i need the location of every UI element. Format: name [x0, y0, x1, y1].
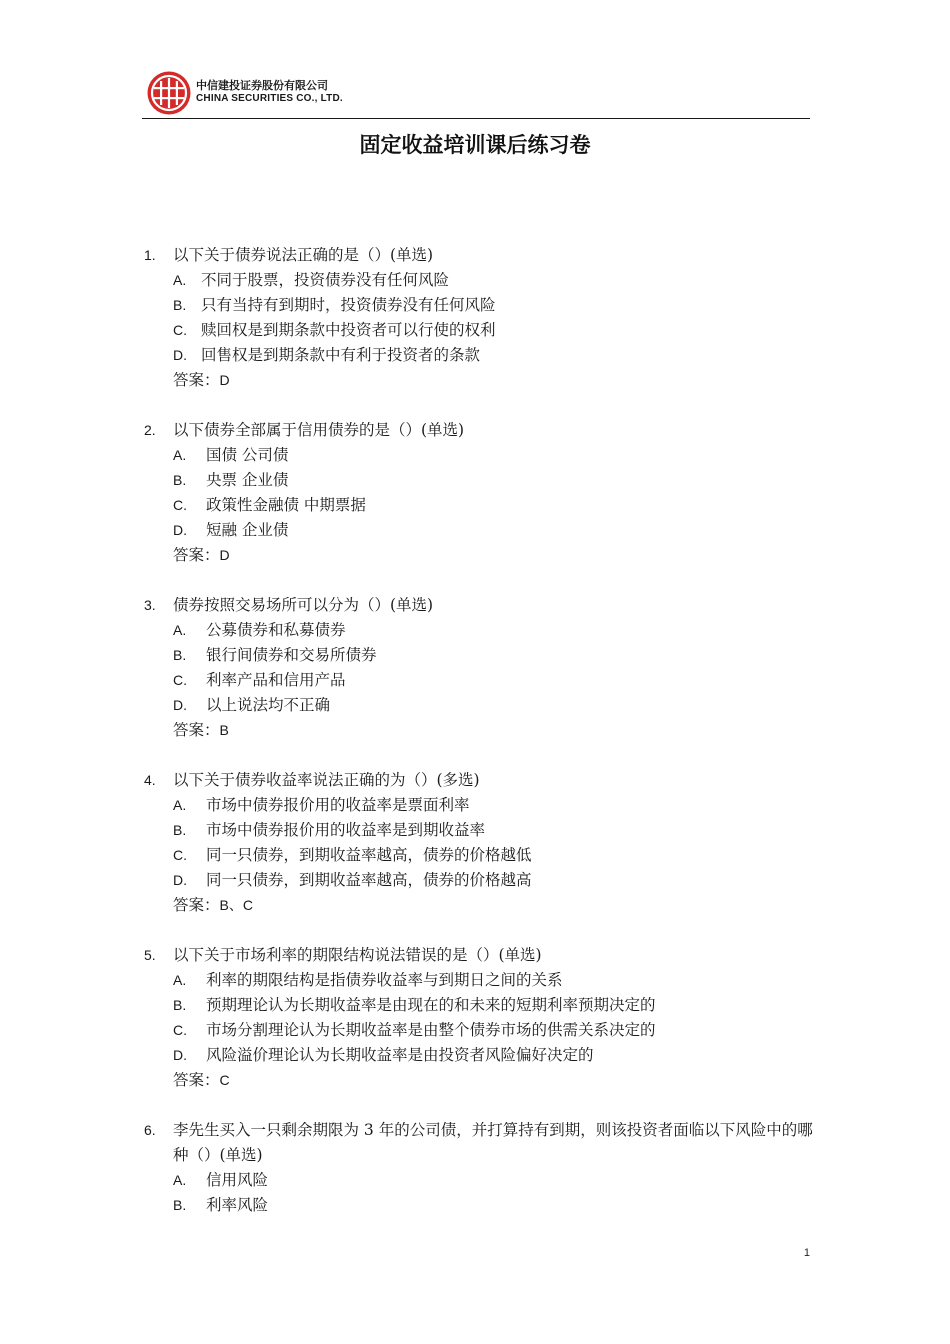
question-number: 3.	[144, 597, 156, 613]
option-letter: B.	[173, 1197, 187, 1213]
question-number: 6.	[144, 1122, 156, 1138]
question-text: 债券按照交易场所可以分为（）(单选)	[173, 596, 434, 614]
option-c	[144, 493, 810, 518]
company-name-en: CHINA SECURITIES CO., LTD.	[196, 93, 343, 104]
option-letter: A.	[173, 272, 187, 288]
question-stem	[144, 768, 810, 793]
answer-label: 答案：	[173, 721, 220, 739]
option-text: 市场分割理论认为长期收益率是由整个债券市场的供需关系决定的	[206, 1021, 656, 1039]
option-d	[144, 518, 810, 543]
option-letter: C.	[173, 847, 187, 863]
option-letter: C.	[173, 672, 187, 688]
company-name	[196, 79, 343, 105]
question-stem	[144, 1118, 813, 1168]
header-divider	[142, 118, 810, 119]
answer-value: D	[219, 372, 230, 388]
option-letter: D.	[173, 522, 187, 538]
option-text: 不同于股票，投资债券没有任何风险	[201, 271, 450, 289]
question-stem	[144, 593, 810, 618]
answer	[173, 893, 253, 918]
option-text: 利率产品和信用产品	[206, 671, 346, 689]
option-a	[144, 793, 810, 818]
question-number: 4.	[144, 772, 156, 788]
question-3	[144, 593, 810, 743]
answer	[173, 543, 230, 568]
answer-label: 答案：	[173, 1071, 220, 1089]
option-b	[144, 818, 810, 843]
option-text: 预期理论认为长期收益率是由现在的和未来的短期利率预期决定的	[206, 996, 656, 1014]
page-header	[146, 70, 810, 118]
answer-label: 答案：	[173, 546, 220, 564]
option-text: 风险溢价理论认为长期收益率是由投资者风险偏好决定的	[206, 1046, 594, 1064]
option-text: 市场中债券报价用的收益率是票面利率	[206, 796, 470, 814]
option-text: 只有当持有到期时，投资债券没有任何风险	[201, 296, 496, 314]
option-b	[144, 1193, 810, 1218]
question-5	[144, 943, 810, 1093]
option-letter: C.	[173, 497, 187, 513]
question-text: 李先生买入一只剩余期限为 3 年的公司债，并打算持有到期，则该投资者面临以下风险中的哪种（）(单选)	[173, 1121, 813, 1164]
option-a	[144, 443, 810, 468]
option-text: 政策性金融债 中期票据	[206, 496, 366, 514]
option-letter: B.	[173, 822, 187, 838]
option-d	[144, 343, 810, 368]
option-text: 公募债券和私募债券	[206, 621, 346, 639]
option-letter: B.	[173, 997, 187, 1013]
answer-label: 答案：	[173, 371, 220, 389]
option-b	[144, 993, 810, 1018]
option-d	[144, 693, 810, 718]
option-letter: D.	[173, 347, 187, 363]
question-text: 以下关于债券收益率说法正确的为（）(多选)	[173, 771, 480, 789]
option-letter: B.	[173, 297, 187, 313]
question-stem	[144, 243, 810, 268]
question-number: 2.	[144, 422, 156, 438]
option-text: 利率风险	[206, 1196, 269, 1214]
option-letter: C.	[173, 322, 187, 338]
option-letter: C.	[173, 1022, 187, 1038]
option-letter: D.	[173, 1047, 187, 1063]
question-2	[144, 418, 810, 568]
option-c	[144, 668, 810, 693]
option-text: 国债 公司债	[206, 446, 289, 464]
answer-line	[144, 543, 810, 568]
answer	[173, 1068, 230, 1093]
option-letter: A.	[173, 972, 187, 988]
option-text: 银行间债券和交易所债券	[206, 646, 377, 664]
answer-value: B、C	[219, 897, 253, 913]
option-text: 同一只债券，到期收益率越高，债券的价格越低	[206, 846, 532, 864]
answer-value: D	[219, 547, 230, 563]
question-1	[144, 243, 810, 393]
option-b	[144, 293, 810, 318]
question-6	[144, 1118, 813, 1218]
option-a	[144, 968, 810, 993]
page-number: 1	[803, 1247, 810, 1259]
option-letter: B.	[173, 472, 187, 488]
option-letter: A.	[173, 1172, 187, 1188]
option-letter: A.	[173, 622, 187, 638]
option-b	[144, 468, 810, 493]
option-text: 以上说法均不正确	[206, 696, 331, 714]
option-text: 市场中债券报价用的收益率是到期收益率	[206, 821, 486, 839]
option-text: 同一只债券，到期收益率越高，债券的价格越高	[206, 871, 532, 889]
option-text: 短融 企业债	[206, 521, 289, 539]
question-text: 以下关于市场利率的期限结构说法错误的是（）(单选)	[173, 946, 542, 964]
question-list	[144, 243, 813, 1243]
option-b	[144, 643, 810, 668]
option-letter: D.	[173, 697, 187, 713]
option-a	[144, 1168, 810, 1193]
option-text: 信用风险	[206, 1171, 269, 1189]
option-letter: A.	[173, 447, 187, 463]
company-name-cn: 中信建投证券股份有限公司	[196, 79, 328, 92]
question-4	[144, 768, 810, 918]
option-a	[144, 618, 810, 643]
question-stem	[144, 418, 810, 443]
citic-logo-icon	[146, 70, 192, 116]
question-text: 以下关于债券说法正确的是（）(单选)	[173, 246, 434, 264]
answer-value: C	[219, 1072, 230, 1088]
option-c	[144, 318, 810, 343]
option-letter: A.	[173, 797, 187, 813]
document-title: 固定收益培训课后练习卷	[359, 133, 591, 157]
question-text: 以下债券全部属于信用债券的是（）(单选)	[173, 421, 465, 439]
answer-label: 答案：	[173, 896, 220, 914]
option-letter: D.	[173, 872, 187, 888]
answer-line	[144, 893, 810, 918]
option-d	[144, 1043, 810, 1068]
option-c	[144, 1018, 810, 1043]
answer-line	[144, 718, 810, 743]
option-a	[144, 268, 810, 293]
option-c	[144, 843, 810, 868]
option-text: 利率的期限结构是指债券收益率与到期日之间的关系	[206, 971, 563, 989]
option-letter: B.	[173, 647, 187, 663]
answer-value: B	[219, 722, 229, 738]
option-text: 央票 企业债	[206, 471, 289, 489]
answer-line	[144, 368, 810, 393]
answer	[173, 368, 230, 393]
option-text: 回售权是到期条款中有利于投资者的条款	[201, 346, 481, 364]
question-stem	[144, 943, 810, 968]
question-number: 1.	[144, 247, 156, 263]
answer-line	[144, 1068, 810, 1093]
option-text: 赎回权是到期条款中投资者可以行使的权利	[201, 321, 496, 339]
option-d	[144, 868, 810, 893]
answer	[173, 718, 229, 743]
question-number: 5.	[144, 947, 156, 963]
